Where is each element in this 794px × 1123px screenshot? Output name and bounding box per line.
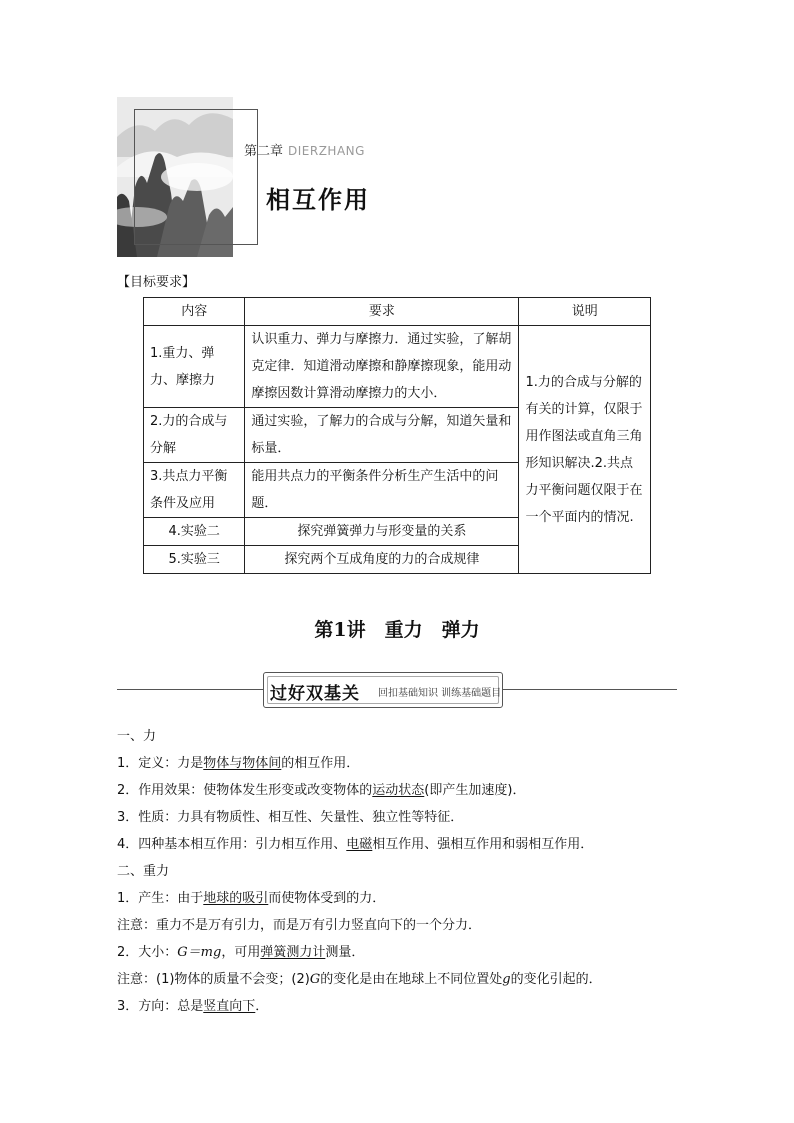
banner-divider-right <box>503 689 677 690</box>
banner-divider-left <box>117 689 264 690</box>
paragraph-magnitude <box>117 941 364 960</box>
row-requirement: 通过实验，了解力的合成与分解，知道矢量和标量． <box>245 408 519 463</box>
section-heading-gravity: 二、重力 <box>117 864 170 879</box>
paragraph-interactions <box>117 833 593 852</box>
text-segment: 4．四种基本相互作用：引力相互作用、 <box>117 837 347 852</box>
chapter-title: 相互作用 <box>266 186 370 214</box>
note-cell: 1.力的合成与分解的有关的计算，仅限于用作图法或直角三角形知识解决.2.共点力平衡问题仅限于在一个平面内的情况. <box>519 326 651 574</box>
key-term: 竖直向下 <box>203 999 256 1014</box>
note-gravity: 注意：重力不是万有引力，而是万有引力竖直向下的一个分力． <box>117 918 482 933</box>
text-segment: 测量． <box>325 945 365 960</box>
paragraph-properties: 3．性质：力具有物质性、相互性、矢量性、独立性等特征． <box>117 810 464 825</box>
section-heading-force: 一、力 <box>117 729 157 744</box>
key-term: 地球的吸引 <box>203 891 269 906</box>
table-row <box>144 326 651 408</box>
key-term: 物体与物体间 <box>203 756 282 771</box>
key-term: 电磁 <box>346 837 373 852</box>
text-segment: 2．作用效果：使物体发生形变或改变物体的 <box>117 783 373 798</box>
row-requirement: 探究弹簧弹力与形变量的关系 <box>245 518 519 546</box>
symbol: g <box>502 972 511 987</box>
paragraph-origin <box>117 887 385 906</box>
table-header-row <box>144 298 651 326</box>
banner-subtitle: 回扣基础知识 训练基础题目 <box>378 688 502 699</box>
header-note: 说明 <box>519 298 651 326</box>
text-segment: 1．定义：力是 <box>117 756 204 771</box>
row-requirement: 能用共点力的平衡条件分析生产生活中的问题． <box>245 463 519 518</box>
objectives-table <box>143 297 651 574</box>
text-segment: ，可用 <box>221 945 261 960</box>
lesson-title: 第1讲 重力 弹力 <box>314 619 480 641</box>
row-content: 3.共点力平衡条件及应用 <box>144 463 245 518</box>
text-segment: 注意：(1)物体的质量不会变；(2) <box>117 972 310 987</box>
text-segment: 2．大小： <box>117 945 178 960</box>
row-requirement: 探究两个互成角度的力的合成规律 <box>245 546 519 574</box>
text-segment: 的变化是由在地球上不同位置处 <box>320 972 503 987</box>
text-segment: 的变化引起的． <box>510 972 602 987</box>
text-segment: 的相互作用． <box>281 756 360 771</box>
text-segment: 3．方向：总是 <box>117 999 204 1014</box>
paragraph-direction <box>117 995 268 1014</box>
note-mass <box>117 968 602 987</box>
row-content: 2.力的合成与分解 <box>144 408 245 463</box>
text-segment: ． <box>255 999 269 1014</box>
chapter-pinyin: DIERZHANG <box>288 144 365 158</box>
row-content: 4.实验二 <box>144 518 245 546</box>
header-content: 内容 <box>144 298 245 326</box>
chapter-frame <box>134 109 258 245</box>
objectives-heading: 【目标要求】 <box>117 275 196 290</box>
banner-title: 过好双基关 <box>270 684 360 704</box>
row-content: 5.实验三 <box>144 546 245 574</box>
formula: G＝mg <box>177 945 222 960</box>
header-requirement: 要求 <box>245 298 519 326</box>
paragraph-definition <box>117 752 359 771</box>
paragraph-effect <box>117 779 525 798</box>
text-segment: 相互作用、强相互作用和弱相互作用． <box>372 837 594 852</box>
text-segment: 而使物体受到的力． <box>268 891 386 906</box>
chapter-number: 第二章 <box>244 144 284 159</box>
chapter-label <box>244 140 365 159</box>
key-term: 弹簧测力计 <box>260 945 326 960</box>
symbol: G <box>309 972 321 987</box>
text-segment: (即产生加速度)． <box>424 783 526 798</box>
text-segment: 1．产生：由于 <box>117 891 204 906</box>
key-term: 运动状态 <box>372 783 425 798</box>
row-content: 1.重力、弹力、摩擦力 <box>144 326 245 408</box>
row-requirement: 认识重力、弹力与摩擦力．通过实验，了解胡克定律．知道滑动摩擦和静摩擦现象，能用动摩擦因数计算滑动摩擦力的大小． <box>245 326 519 408</box>
